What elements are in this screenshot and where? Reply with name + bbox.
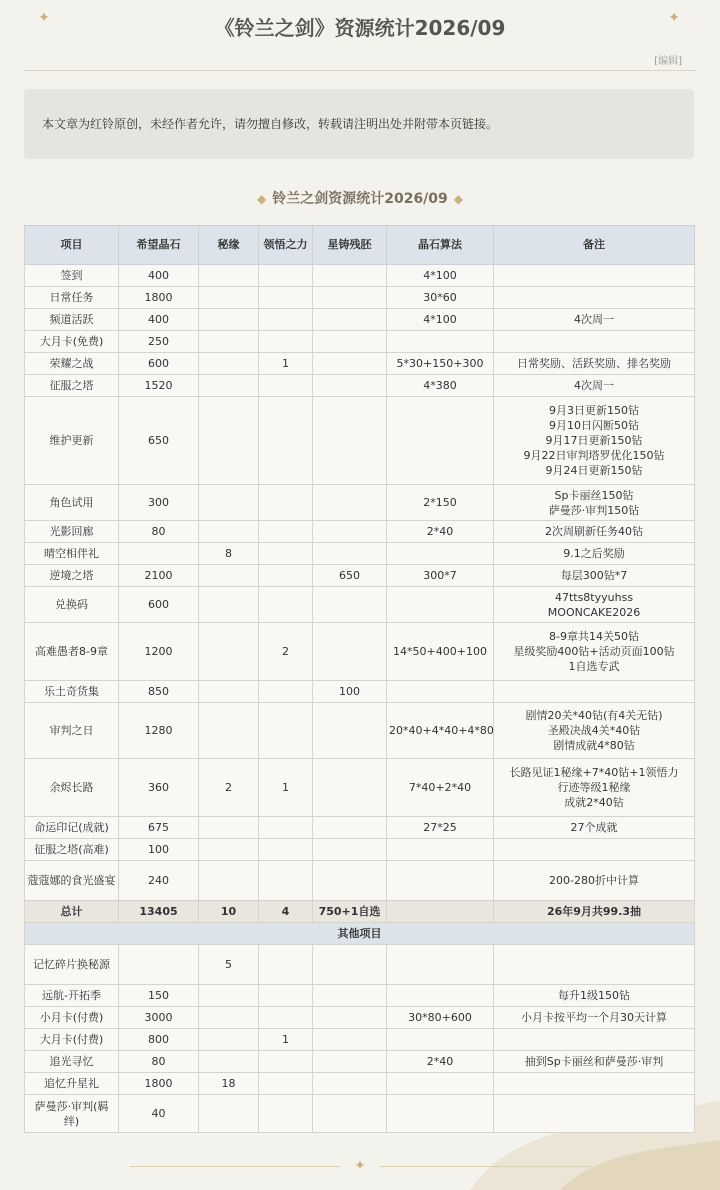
table-cell: [494, 287, 695, 309]
table-cell: 3000: [119, 1007, 199, 1029]
table-cell: [313, 397, 387, 485]
table-cell: 800: [119, 1029, 199, 1051]
table-cell: 总计: [25, 901, 119, 923]
table-cell: 30*60: [387, 287, 494, 309]
table-cell: 签到: [25, 265, 119, 287]
table-cell: [313, 587, 387, 623]
table-cell: 1: [259, 1029, 313, 1051]
table-cell: 小月卡(付费): [25, 1007, 119, 1029]
table-cell: [387, 543, 494, 565]
table-cell: [199, 703, 259, 759]
table-cell: 5*30+150+300: [387, 353, 494, 375]
table-cell: [199, 565, 259, 587]
table-cell: 250: [119, 331, 199, 353]
table-cell: 9月3日更新150钻 9月10日闪断50钻 9月17日更新150钻 9月22日审判塔罗优化150钻 9月24日更新150钻: [494, 397, 695, 485]
table-cell: [259, 1095, 313, 1133]
page-title: 《铃兰之剑》资源统计2026/09: [214, 16, 506, 40]
table-cell: 2*40: [387, 521, 494, 543]
table-cell: [313, 375, 387, 397]
table-cell: 27个成就: [494, 817, 695, 839]
table-cell: 240: [119, 861, 199, 901]
section-title: [0, 188, 720, 208]
table-cell: 600: [119, 587, 199, 623]
table-cell: [259, 375, 313, 397]
table-cell: [313, 287, 387, 309]
table-cell: [199, 309, 259, 331]
column-header: 备注: [494, 226, 695, 265]
table-cell: 8-9章共14关50钻 星级奖励400钻+活动页面100钻 1自选专武: [494, 623, 695, 681]
table-cell: [259, 945, 313, 985]
table-cell: 80: [119, 1051, 199, 1073]
table-cell: 5: [199, 945, 259, 985]
table-row: [25, 353, 695, 375]
table-cell: 角色试用: [25, 485, 119, 521]
table-cell: [199, 1095, 259, 1133]
diamond-icon: ◆: [453, 192, 464, 206]
table-cell: 1800: [119, 1073, 199, 1095]
table-cell: 命运印记(成就): [25, 817, 119, 839]
table-cell: [199, 353, 259, 375]
table-cell: [313, 353, 387, 375]
table-cell: 300*7: [387, 565, 494, 587]
table-cell: [387, 1095, 494, 1133]
table-cell: 荣耀之战: [25, 353, 119, 375]
table-cell: 27*25: [387, 817, 494, 839]
table-cell: [313, 1007, 387, 1029]
table-cell: [199, 1007, 259, 1029]
table-cell: [259, 543, 313, 565]
table-cell: 100: [119, 839, 199, 861]
table-cell: [119, 945, 199, 985]
table-cell: [387, 331, 494, 353]
table-cell: 萨曼莎·审判(羁绊): [25, 1095, 119, 1133]
table-cell: [494, 839, 695, 861]
table-row: [25, 375, 695, 397]
table-cell: [313, 543, 387, 565]
table-cell: 蔻蔻娜的食光盛宴: [25, 861, 119, 901]
table-cell: 1: [259, 759, 313, 817]
table-cell: 20*40+4*40+4*80: [387, 703, 494, 759]
table-cell: [259, 839, 313, 861]
table-cell: [259, 521, 313, 543]
section-row: [25, 923, 695, 945]
table-cell: 14*50+400+100: [387, 623, 494, 681]
table-cell: [259, 331, 313, 353]
divider: [24, 70, 696, 71]
table-cell: [199, 287, 259, 309]
table-cell: [313, 331, 387, 353]
table-cell: 1: [259, 353, 313, 375]
table-cell: 晴空相伴礼: [25, 543, 119, 565]
table-cell: 400: [119, 309, 199, 331]
table-cell: 2: [259, 623, 313, 681]
table-cell: [313, 265, 387, 287]
table-cell: 4次周一: [494, 309, 695, 331]
table-cell: [313, 1029, 387, 1051]
table-cell: [259, 985, 313, 1007]
table-cell: [313, 521, 387, 543]
table-cell: [494, 681, 695, 703]
table-row: [25, 985, 695, 1007]
table-cell: 征服之塔: [25, 375, 119, 397]
table-cell: [199, 265, 259, 287]
table-cell: 40: [119, 1095, 199, 1133]
table-cell: [313, 861, 387, 901]
diamond-icon: ◆: [256, 192, 267, 206]
table-row: [25, 543, 695, 565]
footer-ornament-icon: ✦: [354, 1158, 366, 1174]
table-cell: 1520: [119, 375, 199, 397]
table-cell: [313, 759, 387, 817]
edit-link[interactable]: [编辑]: [654, 56, 682, 67]
table-cell: [313, 309, 387, 331]
table-cell: 追忆升星礼: [25, 1073, 119, 1095]
table-cell: 9.1之后奖励: [494, 543, 695, 565]
table-cell: 26年9月共99.3抽: [494, 901, 695, 923]
table-cell: [494, 1029, 695, 1051]
table-cell: 征服之塔(高难): [25, 839, 119, 861]
table-cell: [313, 817, 387, 839]
table-cell: [387, 587, 494, 623]
table-row: [25, 521, 695, 543]
table-cell: 2: [199, 759, 259, 817]
table-cell: [119, 543, 199, 565]
column-header: 秘缘: [199, 226, 259, 265]
table-cell: [313, 945, 387, 985]
copyright-notice: 本文章为红铃原创，未经作者允许，请勿擅自修改，转载请注明出处并附带本页链接。: [24, 89, 694, 159]
table-row: [25, 287, 695, 309]
table-cell: [259, 1073, 313, 1095]
table-cell: 600: [119, 353, 199, 375]
table-cell: [313, 703, 387, 759]
table-cell: 30*80+600: [387, 1007, 494, 1029]
table-cell: 1280: [119, 703, 199, 759]
table-row: [25, 565, 695, 587]
table-cell: 4: [259, 901, 313, 923]
table-row: [25, 839, 695, 861]
table-cell: 850: [119, 681, 199, 703]
table-cell: [313, 1095, 387, 1133]
section-header: 其他项目: [25, 923, 695, 945]
footer-line: [380, 1166, 590, 1167]
table-cell: [199, 681, 259, 703]
table-cell: [313, 1073, 387, 1095]
table-row: [25, 1095, 695, 1133]
table-cell: [259, 861, 313, 901]
table-cell: [387, 901, 494, 923]
table-cell: 100: [313, 681, 387, 703]
table-cell: [199, 587, 259, 623]
table-cell: [387, 985, 494, 1007]
table-cell: Sp卡丽丝150钻 萨曼莎·审判150钻: [494, 485, 695, 521]
table-row: [25, 309, 695, 331]
table-cell: 18: [199, 1073, 259, 1095]
table-row: [25, 1051, 695, 1073]
table-cell: [259, 1007, 313, 1029]
table-cell: [199, 1051, 259, 1073]
table-cell: 4*100: [387, 265, 494, 287]
table-cell: [199, 331, 259, 353]
star-ornament-icon: ✦: [38, 10, 50, 26]
table-cell: 2100: [119, 565, 199, 587]
table-cell: 360: [119, 759, 199, 817]
table-row: [25, 681, 695, 703]
table-cell: [387, 397, 494, 485]
table-cell: 1200: [119, 623, 199, 681]
table-cell: 47tts8tyyuhss MOONCAKE2026: [494, 587, 695, 623]
section-title-text: 铃兰之剑资源统计2026/09: [272, 191, 448, 207]
table-cell: 长路见证1秘缘+7*40钻+1领悟力 行迹等级1秘缘 成就2*40钻: [494, 759, 695, 817]
table-cell: 80: [119, 521, 199, 543]
table-cell: [494, 331, 695, 353]
table-cell: [387, 1073, 494, 1095]
table-cell: 每层300钻*7: [494, 565, 695, 587]
table-cell: 逆境之塔: [25, 565, 119, 587]
table-cell: 2*40: [387, 1051, 494, 1073]
table-cell: 远航-开拓季: [25, 985, 119, 1007]
table-cell: [199, 1029, 259, 1051]
table-cell: [313, 839, 387, 861]
table-row: [25, 817, 695, 839]
table-cell: 300: [119, 485, 199, 521]
table-cell: [259, 703, 313, 759]
table-cell: [199, 985, 259, 1007]
column-header: 领悟之力: [259, 226, 313, 265]
table-cell: 150: [119, 985, 199, 1007]
table-cell: 4*380: [387, 375, 494, 397]
table-cell: 750+1自选: [313, 901, 387, 923]
table-cell: 8: [199, 543, 259, 565]
resource-table: [24, 225, 695, 1133]
table-cell: 650: [119, 397, 199, 485]
table-cell: [494, 1095, 695, 1133]
table-cell: [494, 945, 695, 985]
table-cell: 675: [119, 817, 199, 839]
table-cell: 审判之日: [25, 703, 119, 759]
table-cell: 乐土奇货集: [25, 681, 119, 703]
table-cell: [259, 681, 313, 703]
table-cell: [313, 485, 387, 521]
table-cell: [199, 817, 259, 839]
table-cell: [199, 397, 259, 485]
table-row: [25, 945, 695, 985]
table-cell: 7*40+2*40: [387, 759, 494, 817]
table-cell: 4*100: [387, 309, 494, 331]
table-row: [25, 265, 695, 287]
table-row: [25, 623, 695, 681]
table-cell: 抽到Sp卡丽丝和萨曼莎·审判: [494, 1051, 695, 1073]
table-cell: [259, 587, 313, 623]
table-row: [25, 703, 695, 759]
star-ornament-icon: ✦: [668, 10, 680, 26]
table-cell: 大月卡(免费): [25, 331, 119, 353]
table-cell: 2*150: [387, 485, 494, 521]
table-cell: 剧情20关*40钻(有4关无钻) 圣殿决战4关*40钻 剧情成就4*80钻: [494, 703, 695, 759]
table-cell: [199, 485, 259, 521]
table-cell: 10: [199, 901, 259, 923]
table-cell: 日常奖励、活跃奖励、排名奖励: [494, 353, 695, 375]
table-row: [25, 861, 695, 901]
table-cell: [259, 287, 313, 309]
table-row: [25, 587, 695, 623]
table-row: [25, 901, 695, 923]
table-cell: [199, 623, 259, 681]
column-header: 星铸残胚: [313, 226, 387, 265]
table-cell: 小月卡按平均一个月30天计算: [494, 1007, 695, 1029]
table-cell: 1800: [119, 287, 199, 309]
table-cell: [387, 681, 494, 703]
table-cell: [259, 485, 313, 521]
table-cell: [387, 1029, 494, 1051]
table-cell: [387, 945, 494, 985]
table-cell: 日常任务: [25, 287, 119, 309]
table-cell: [494, 1073, 695, 1095]
table-cell: [259, 1051, 313, 1073]
table-cell: 追光寻忆: [25, 1051, 119, 1073]
table-cell: 2次周刷新任务40钻: [494, 521, 695, 543]
table-cell: [313, 623, 387, 681]
table-cell: [259, 817, 313, 839]
table-cell: [313, 985, 387, 1007]
table-cell: [259, 565, 313, 587]
table-row: [25, 331, 695, 353]
table-row: [25, 397, 695, 485]
table-cell: 400: [119, 265, 199, 287]
table-cell: 光影回廊: [25, 521, 119, 543]
table-cell: 高难愚者8-9章: [25, 623, 119, 681]
table-cell: [259, 309, 313, 331]
table-cell: 余烬长路: [25, 759, 119, 817]
table-cell: 兑换码: [25, 587, 119, 623]
table-cell: 4次周一: [494, 375, 695, 397]
column-header: 晶石算法: [387, 226, 494, 265]
table-row: [25, 1073, 695, 1095]
table-cell: 13405: [119, 901, 199, 923]
table-cell: 大月卡(付费): [25, 1029, 119, 1051]
table-cell: [199, 861, 259, 901]
table-cell: [259, 265, 313, 287]
table-cell: [259, 397, 313, 485]
table-cell: [199, 521, 259, 543]
table-cell: [313, 1051, 387, 1073]
table-cell: 200-280折中计算: [494, 861, 695, 901]
page-header: [0, 0, 720, 72]
table-row: [25, 759, 695, 817]
table-cell: [199, 839, 259, 861]
table-row: [25, 1007, 695, 1029]
table-cell: [199, 375, 259, 397]
table-cell: 记忆碎片换秘源: [25, 945, 119, 985]
table-header-row: [25, 226, 695, 265]
table-cell: [387, 861, 494, 901]
table-row: [25, 485, 695, 521]
table-cell: 维护更新: [25, 397, 119, 485]
table-row: [25, 1029, 695, 1051]
column-header: 希望晶石: [119, 226, 199, 265]
table-cell: 650: [313, 565, 387, 587]
table-cell: 频道活跃: [25, 309, 119, 331]
table-cell: [387, 839, 494, 861]
table-cell: 每升1级150钻: [494, 985, 695, 1007]
table-cell: [494, 265, 695, 287]
column-header: 项目: [25, 226, 119, 265]
